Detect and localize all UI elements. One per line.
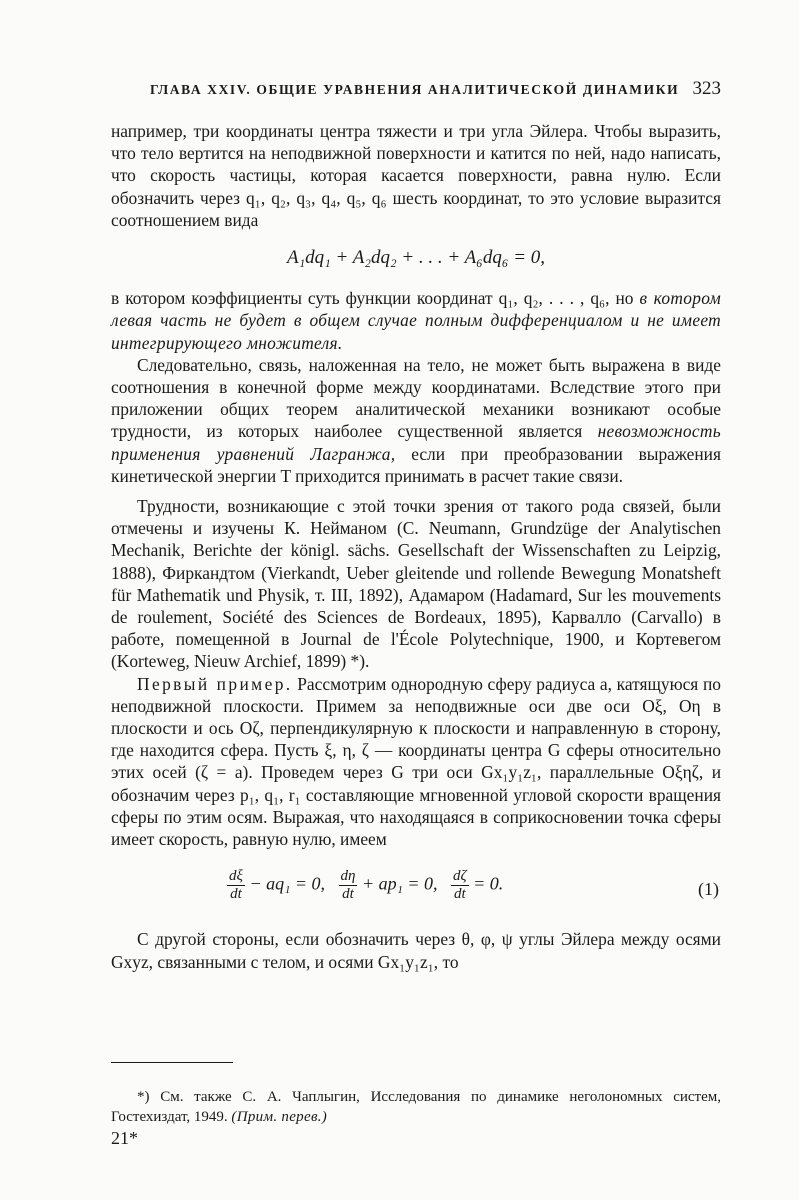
equation-number: (1) [698,879,719,900]
equations [227,868,503,903]
text-normal: если при преобразовании выражения кинетической энергии T приходится принимать в расчет такие связи. [111,443,721,486]
signature-mark: 21* [111,1128,138,1148]
running-header [150,78,721,104]
example-heading: Первый пример. [137,673,293,694]
fraction-deta-dt: $\frac{d\eta}{dt}$ [340,868,356,903]
equation-system-1 [111,866,721,912]
text-normal: Следовательно, связь, наложенная на тело, не может быть выражена в виде соотношения в конечной форме между координатами. Вследствие этого при приложении общих теорем аналитической механики возникают особые трудности, из которых наиболее существенной является [111,354,721,442]
footnote-text: *) См. также С. А. Чаплыгин, Исследования по динамике неголономных систем, Гостехиздат, 1949. [111,1089,721,1125]
paragraph-consequence [111,354,721,487]
equation-term: = 0. [468,873,504,894]
text-emphasis: в котором левая часть не будет в общем случае полным дифференциалом и не имеет интегрирующего множителя. [111,288,721,353]
translator-note: (Прим. перев.) [231,1109,328,1125]
fraction-dzeta-dt: $\frac{d\zeta}{dt}$ [453,868,467,903]
paragraph-continuation: например, три координаты центра тяжести и три угла Эйлера. Чтобы выразить, что тело вертится на неподвижной поверхности и катится по ней, надо написать, что скорость частицы, которая касается поверхности, равна нулю. Если обозначить через q₁, q₂, q₃, q₄, q₅, q₆ шесть координат, то это условие выразится соотношением вида [111,121,721,230]
chapter-title: ГЛАВА XXIV. ОБЩИЕ УРАВНЕНИЯ АНАЛИТИЧЕСКОЙ ДИНАМИКИ [150,82,680,97]
footnote-rule [111,1062,233,1063]
paragraph-references: Трудности, возникающие с этой точки зрения от такого рода связей, были отмечены и изучены К. Нейманом (C. Neumann, Grundzüge der Analytischen Mechanik, Berichte der königl. sächs. Gesellschaft der Wissenschaften zu Leipzig, 1888), Фиркандтом (Vierkandt, Ueber gleitende und rollende Bewegung Monatsheft für Mathematik und Physik, т. III, 1892), Адамаром (Hadamard, Sur les mouvements de roulement, Société des Sciences de Bordeaux, 1895), Карвалло (Carvallo) в работе, помещенной в Journal de l'École Polytechnique, 1900, и Кортевегом (Korteweg, Nieuw Archief, 1899) *). [111,496,721,672]
fraction-dxi-dt: $\frac{d\xi}{dt}$ [229,868,243,903]
equation-term: − aq₁ = 0, [244,873,325,894]
paragraph-euler-angles: С другой стороны, если обозначить через θ, φ, ψ углы Эйлера между осями Gxyz, связанными с телом, и осями Gx₁y₁z₁, то [111,929,721,972]
page-number: 323 [692,78,721,99]
paragraph-first-example [111,673,721,851]
footnote [111,1087,721,1127]
text-normal: в котором коэффициенты суть функции координат q₁, q₂, . . . , q₆, но [111,288,634,309]
paragraph-nonholonomic [111,287,721,354]
text-emphasis: невозможность применения уравнений Лагранжа, [111,421,721,464]
equation-term: + ap₁ = 0, [357,873,438,894]
main-text [111,120,721,973]
text-normal: Рассмотрим однородную сферу радиуса a, катящуюся по неподвижной плоскости. Примем за неподвижные оси две оси Oξ, Oη в плоскости и ось Oζ, перпендикулярную к плоскости и направленную в сторону, где находится сфера. Пусть ξ, η, ζ — координаты центра G сферы относительно этих осей (ζ = a). Проведем через G три оси Gx₁y₁z₁, параллельные Oξηζ, и обозначим через p₁, q₁, r₁ составляющие мгновенной угловой скорости вращения сферы по этим осям. Выражая, что находящаяся в соприкосновении точка сферы имеет скорость, равную нулю, имеем [111,673,721,850]
formula-pfaffian: A₁dq₁ + A₂dq₂ + . . . + A₆dq₆ = 0, [286,247,546,269]
